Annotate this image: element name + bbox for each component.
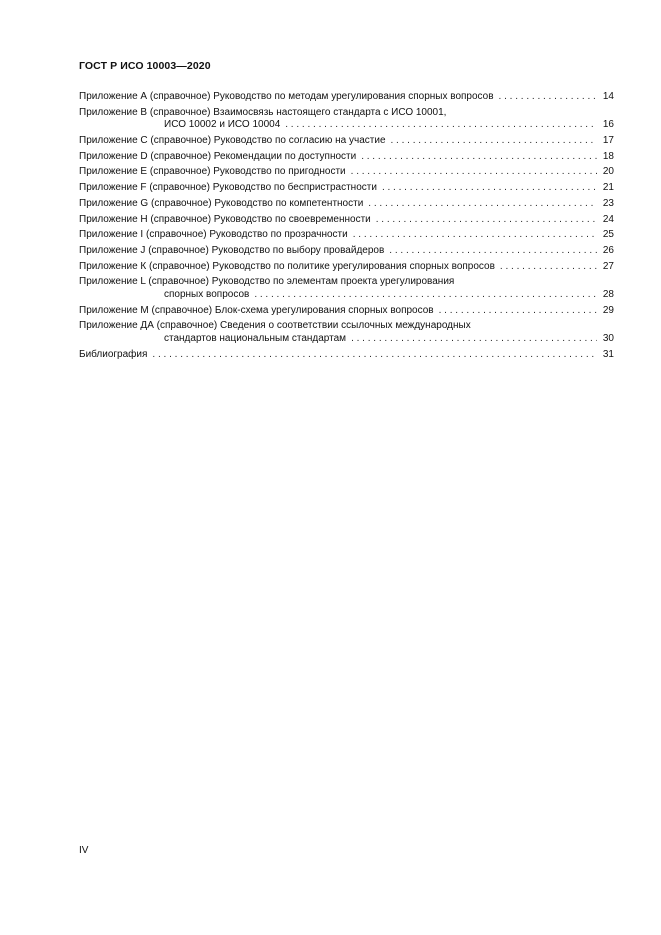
toc-entry-title: Приложение D (справочное) Рекомендации по доступности: [79, 150, 357, 162]
toc-entry-line: [79, 261, 614, 274]
toc-entry-title: Приложение М (справочное) Блок-схема урегулирования спорных вопросов: [79, 304, 434, 316]
toc-entry-title: Приложение E (справочное) Руководство по пригодности: [79, 166, 346, 178]
toc-entry-title: стандартов национальным стандартам: [164, 333, 347, 344]
toc-page-number: 30: [602, 333, 614, 344]
document-header: ГОСТ Р ИСО 10003—2020: [79, 60, 211, 72]
dot-leader: [500, 261, 597, 274]
toc-entry-title: Приложение В (справочное) Взаимосвязь настоящего стандарта с ИСО 10001,: [79, 106, 447, 118]
dot-leader: [351, 333, 597, 346]
toc-entry-line: [79, 214, 614, 227]
toc-page-number: 24: [602, 213, 614, 225]
toc-entry-line: [79, 305, 614, 318]
toc-entry-title: Приложение С (справочное) Руководство по согласию на участие: [79, 135, 386, 147]
toc-entry-title: ИСО 10002 и ИСО 10004: [164, 119, 281, 131]
toc-entry-line: [79, 135, 614, 148]
dot-leader: [353, 229, 597, 242]
dot-leader: [389, 245, 597, 258]
toc-entry-title: Библиография: [79, 348, 148, 360]
toc-page-number: 28: [602, 288, 614, 300]
toc-entry-line: [79, 333, 614, 346]
toc-entry: [79, 166, 614, 179]
toc-entry-line: [79, 198, 614, 211]
toc-entry: [79, 305, 614, 318]
toc-page-number: 21: [602, 182, 614, 194]
toc-entry: [79, 261, 614, 274]
dot-leader: [361, 151, 597, 164]
toc-entry-line: [79, 107, 614, 120]
toc-page-number: 27: [602, 260, 614, 272]
toc-entry: [79, 214, 614, 227]
dot-leader: [376, 214, 597, 227]
toc-entry: [79, 198, 614, 211]
toc-page-number: 29: [602, 304, 614, 316]
toc-entry-line: [79, 276, 614, 289]
toc-entry-line: [79, 229, 614, 242]
toc-entry-title: спорных вопросов: [164, 288, 250, 300]
toc-entry: [79, 107, 614, 132]
toc-entry: [79, 229, 614, 242]
toc-entry: [79, 135, 614, 148]
toc-entry-line: [79, 182, 614, 195]
dot-leader: [351, 166, 597, 179]
toc-entry: [79, 349, 614, 362]
toc-entry-title: Приложение ДА (справочное) Сведения о соответствии ссылочных международных: [79, 320, 471, 332]
toc-entry-title: Приложение Н (справочное) Руководство по своевременности: [79, 213, 371, 225]
toc-entry-title: Приложение F (справочное) Руководство по беспристрастности: [79, 182, 377, 194]
toc-entry-line: [79, 320, 614, 333]
toc-entry-line: [79, 245, 614, 258]
dot-leader: [285, 119, 597, 132]
toc-page-number: 14: [602, 91, 614, 102]
toc-entry: [79, 320, 614, 345]
toc-entry-title: Приложение А (справочное) Руководство по методам урегулирования спорных вопросов: [79, 91, 494, 102]
toc-page-number: 17: [602, 135, 614, 147]
dot-leader: [368, 198, 597, 211]
toc-entry-title: Приложение G (справочное) Руководство по компетентности: [79, 197, 364, 209]
toc-page-number: 25: [602, 229, 614, 241]
toc-page-number: 23: [602, 197, 614, 209]
dot-leader: [152, 349, 597, 362]
toc-entry: [79, 151, 614, 164]
toc-page-number: 16: [602, 119, 614, 131]
toc-entry: [79, 91, 614, 104]
toc-entry-line: [79, 349, 614, 362]
toc-entry: [79, 182, 614, 195]
dot-leader: [391, 135, 598, 148]
dot-leader: [499, 91, 597, 104]
toc-page-number: 31: [602, 348, 614, 360]
table-of-contents: [79, 91, 614, 364]
toc-page-number: 20: [602, 166, 614, 178]
toc-entry-line: [79, 91, 614, 104]
toc-entry: [79, 276, 614, 301]
page-number: IV: [79, 845, 89, 856]
toc-entry-title: Приложение К (справочное) Руководство по политике урегулирования спорных вопросов: [79, 260, 495, 272]
toc-entry-line: [79, 289, 614, 302]
toc-page-number: 26: [602, 244, 614, 256]
toc-entry: [79, 245, 614, 258]
dot-leader: [439, 305, 597, 318]
toc-entry-line: [79, 151, 614, 164]
dot-leader: [382, 182, 597, 195]
toc-entry-title: Приложение J (справочное) Руководство по выбору провайдеров: [79, 244, 385, 256]
dot-leader: [254, 289, 597, 302]
toc-entry-line: [79, 166, 614, 179]
toc-entry-line: [79, 119, 614, 132]
toc-entry-title: Приложение I (справочное) Руководство по прозрачности: [79, 229, 348, 241]
toc-entry-title: Приложение L (справочное) Руководство по элементам проекта урегулирования: [79, 276, 455, 288]
toc-page-number: 18: [602, 150, 614, 162]
